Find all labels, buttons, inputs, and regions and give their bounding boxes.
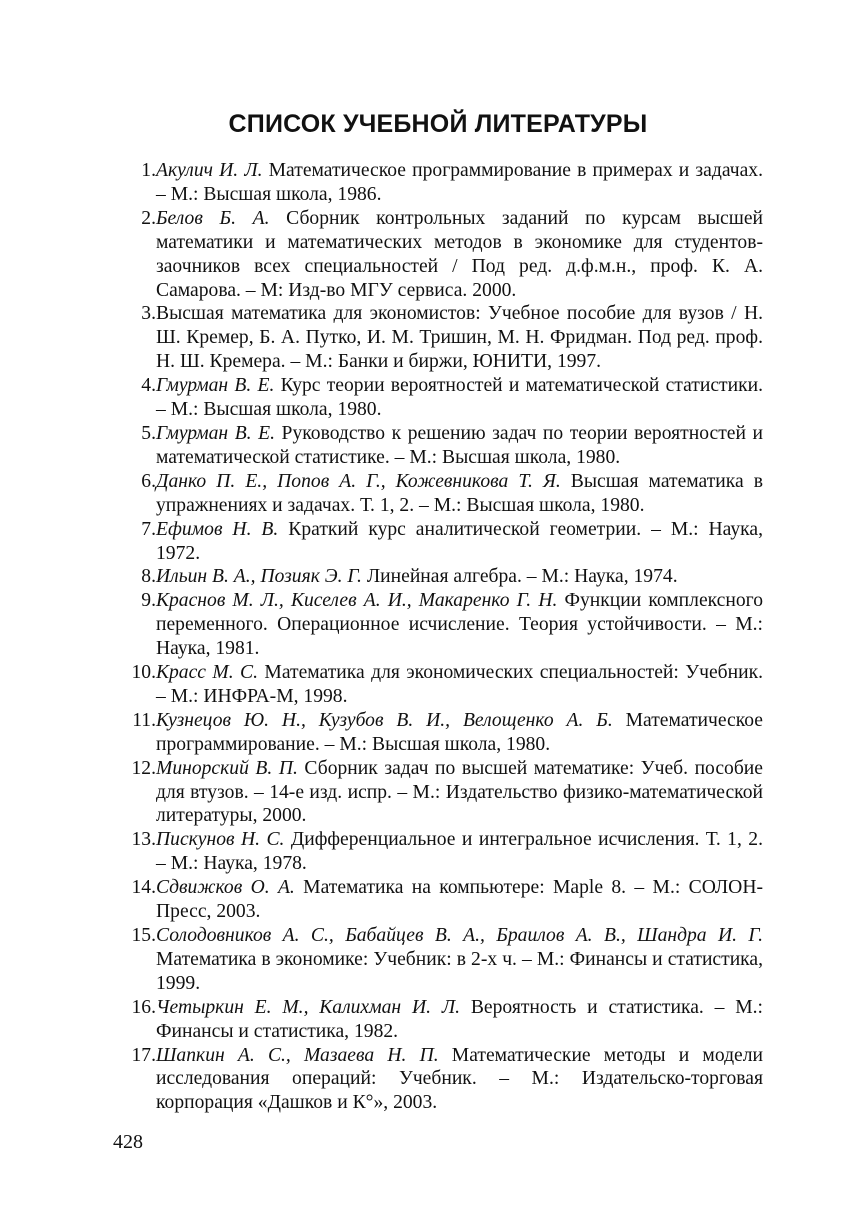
reference-text — [156, 518, 763, 566]
reference-number: 17. — [131, 1044, 156, 1066]
reference-authors: Краснов М. Л., Киселев А. И., Макаренко Г. Н. — [156, 590, 558, 612]
reference-authors: Белов Б. А. — [156, 207, 270, 229]
reference-text — [156, 159, 763, 207]
reference-number: 6. — [141, 470, 156, 492]
reference-details: Математическое программирование в примерах и задачах. – М.: Высшая школа, 1986. — [156, 160, 763, 205]
reference-item — [113, 876, 763, 924]
reference-number: 12. — [131, 757, 156, 779]
reference-text — [156, 996, 763, 1044]
page-number: 428 — [113, 1131, 143, 1153]
reference-authors: Гмурман В. Е. — [156, 375, 275, 397]
reference-details: Краткий курс аналитической геометрии. – М.: Наука, 1972. — [156, 518, 764, 564]
reference-details: Функции комплексного переменного. Операционное исчисление. Теория устойчивости. – М.: Наука, 1981. — [156, 590, 763, 660]
reference-details: Математика на компьютере: Maple 8. – М.: СОЛОН-Пресс, 2003. — [156, 877, 763, 923]
reference-number: 4. — [141, 375, 156, 397]
reference-number: 15. — [131, 925, 156, 946]
reference-text — [156, 661, 763, 709]
reference-authors: Данко П. Е., Попов А. Г., Кожевникова Т. Я. — [156, 470, 561, 492]
reference-item — [113, 924, 763, 996]
reference-details: Линейная алгебра. – М.: Наука, 1974. — [361, 566, 678, 588]
reference-item — [113, 159, 763, 207]
reference-authors: Сдвижков О. А. — [156, 877, 295, 899]
reference-text — [156, 828, 763, 876]
reference-text — [156, 709, 763, 757]
reference-details: Дифференциальное и интегральное исчисления. Т. 1, 2. – М.: Наука, 1978. — [156, 829, 764, 875]
reference-number: 7. — [141, 518, 156, 540]
reference-item — [113, 996, 763, 1044]
reference-text — [156, 207, 763, 303]
reference-number: 8. — [141, 566, 156, 588]
reference-authors: Пискунов Н. С. — [156, 829, 285, 851]
reference-item — [113, 207, 763, 303]
reference-authors: Красс М. С. — [156, 662, 258, 684]
reference-authors: Ильин В. А., Позияк Э. Г. — [156, 566, 362, 588]
reference-authors: Гмурман В. Е. — [156, 422, 275, 444]
reference-text — [156, 589, 763, 661]
reference-number: 5. — [141, 422, 156, 444]
reference-number: 14. — [131, 877, 156, 899]
reference-text — [156, 302, 763, 374]
reference-details: Математические методы и модели исследования операций: Учебник. – М.: Издательско-торговая корпорация «Дашков и К°», 2003. — [156, 1044, 763, 1114]
reference-details: Высшая математика в упражнениях и задачах. Т. 1, 2. – М.: Высшая школа, 1980. — [156, 470, 763, 516]
reference-item — [113, 470, 763, 518]
reference-text — [156, 374, 763, 422]
reference-number: 10. — [131, 662, 156, 684]
reference-authors: Акулич И. Л. — [156, 160, 263, 181]
reference-details: Сборник контрольных заданий по курсам высшей математики и математических методов в экономике для студентов-заочников всех специальностей / Под ред. д.ф.м.н., проф. К. А. Самарова. – М: Изд-во МГУ сервиса. 2000. — [156, 207, 763, 301]
reference-details: Математика в экономике: Учебник: в 2-х ч. – М.: Финансы и статистика, 1999. — [156, 948, 763, 994]
reference-authors: Минорский В. П. — [156, 757, 298, 779]
reference-item — [113, 374, 763, 422]
reference-authors: Кузнецов Ю. Н., Кузубов В. И., Велощенко А. Б. — [156, 709, 613, 731]
reference-item — [113, 709, 763, 757]
reference-number: 13. — [131, 829, 156, 851]
reference-authors: Ефимов Н. В. — [156, 518, 279, 540]
reference-item — [113, 518, 763, 566]
reference-details: Математическое программирование. – М.: Высшая школа, 1980. — [156, 709, 763, 755]
reference-details: Вероятность и статистика. – М.: Финансы и статистика, 1982. — [156, 996, 763, 1042]
reference-item — [113, 422, 763, 470]
reference-text — [156, 422, 763, 470]
reference-text — [156, 1044, 763, 1116]
reference-number: 2. — [141, 207, 156, 229]
reference-number: 16. — [131, 996, 156, 1018]
reference-details: Математика для экономических специальностей: Учебник. – М.: ИНФРА-М, 1998. — [156, 662, 764, 707]
reference-item — [113, 1044, 763, 1116]
reference-item — [113, 302, 763, 374]
reference-item — [113, 828, 763, 876]
page-title: СПИСОК УЧЕБНОЙ ЛИТЕРАТУРЫ — [228, 110, 648, 138]
reference-details: Сборник задач по высшей математике: Учеб. пособие для втузов. – 14-е изд. испр. – М.: Издательство физико-математической литературы, 2000. — [156, 757, 763, 827]
reference-details: Руководство к решению задач по теории вероятностей и математической статистике. – М.: Высшая школа, 1980. — [156, 422, 763, 468]
reference-number: 3. — [141, 303, 156, 325]
reference-text — [156, 924, 763, 996]
reference-number: 9. — [141, 590, 156, 612]
reference-authors: Шапкин А. С., Мазаева Н. П. — [156, 1044, 439, 1066]
reference-details: Высшая математика для экономистов: Учебное пособие для вузов / Н. Ш. Кремер, Б. А. Путко, И. М. Тришин, М. Н. Фридман. Под ред. проф. Н. Ш. Кремера. – М.: Банки и биржи, ЮНИТИ, 1997. — [156, 303, 763, 373]
reference-text — [156, 757, 763, 829]
reference-item — [113, 661, 763, 709]
reference-item — [113, 589, 763, 661]
reference-list — [113, 159, 763, 1115]
reference-number: 11. — [132, 709, 156, 731]
reference-item — [113, 757, 763, 829]
reference-authors: Солодовников А. С., Бабайцев В. А., Браилов А. В., Шандра И. Г. — [156, 925, 763, 946]
reference-item — [113, 565, 763, 589]
reference-number: 1. — [141, 160, 156, 181]
reference-authors: Четыркин Е. М., Калихман И. Л. — [156, 996, 461, 1018]
reference-details: Курс теории вероятностей и математической статистики. – М.: Высшая школа, 1980. — [156, 375, 763, 421]
reference-text — [156, 876, 763, 924]
reference-text — [156, 565, 763, 589]
reference-text — [156, 470, 763, 518]
